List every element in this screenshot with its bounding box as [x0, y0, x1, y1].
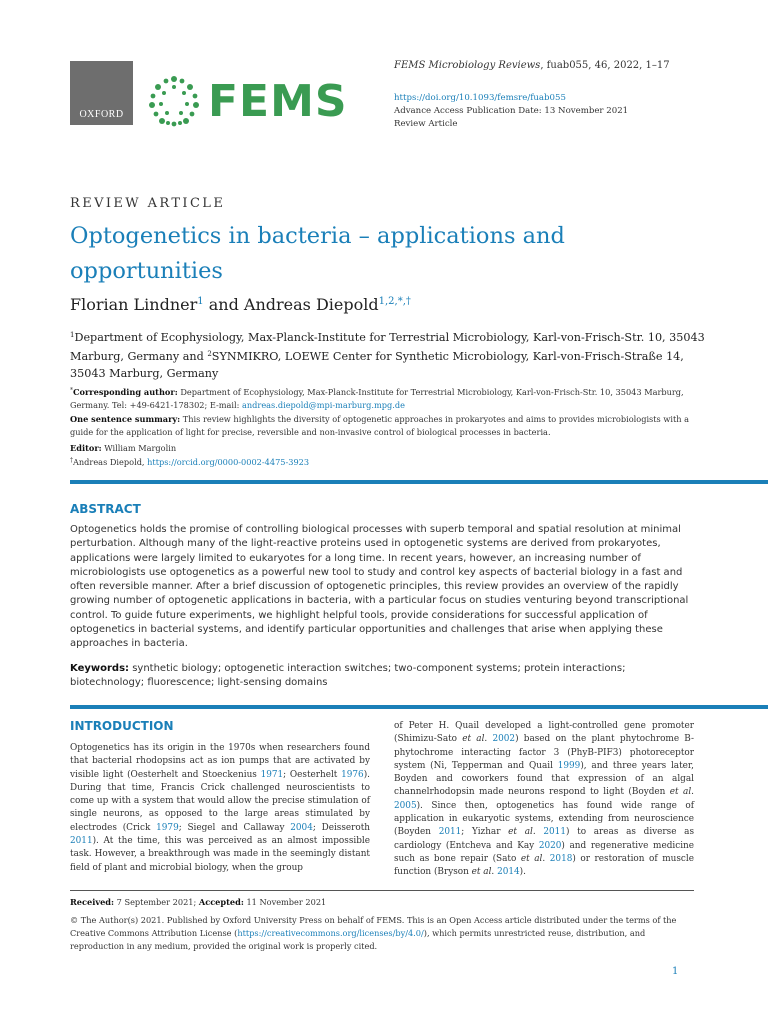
oxford-logo-text: OXFORD: [79, 109, 124, 120]
corresponding-email-link[interactable]: andreas.diepold@mpi-marburg.mpg.de: [242, 399, 405, 410]
page-number: 1: [672, 966, 679, 977]
doi-link[interactable]: https://doi.org/10.1093/femsre/fuab055: [394, 93, 566, 103]
advance-access-date: Advance Access Publication Date: 13 November 2021: [394, 106, 629, 116]
citation-link[interactable]: 1979: [156, 822, 179, 833]
orcid-note: [70, 455, 690, 469]
affiliations: [70, 327, 710, 382]
orcid-name: Andreas Diepold,: [73, 457, 148, 467]
abstract-top-rule: [70, 480, 768, 484]
summary-label: One sentence summary:: [70, 414, 181, 424]
keywords-label: Keywords:: [70, 663, 130, 674]
introduction-heading: INTRODUCTION: [70, 719, 174, 733]
citation-link[interactable]: 2018: [549, 853, 573, 864]
summary-text: This review highlights the diversity of optogenetic approaches in prokaryotes and aims to provides microbiologists with a guide for the application of light for precise, reversible and non-invasive control of biological processes in bacteria.: [70, 414, 690, 437]
abstract-bottom-rule: [70, 705, 768, 709]
et-al: et al.: [520, 853, 546, 864]
body-text: ; Deisseroth: [312, 822, 371, 833]
citation-link[interactable]: 2004: [290, 822, 313, 833]
author-affiliation-mark[interactable]: 1: [197, 296, 204, 307]
citation-link[interactable]: 1971: [260, 769, 284, 780]
body-text: ). Since then, optogenetics has found wide range of application in eukaryotic systems, extending from neuroscience (Boyden: [394, 800, 694, 838]
et-al: et al.: [471, 867, 495, 878]
orcid-mark: †: [70, 457, 73, 464]
citation-link[interactable]: 2005: [394, 800, 417, 811]
corresponding-label: Corresponding author:: [73, 387, 178, 397]
fems-emblem-icon: [146, 73, 202, 129]
body-text: ). At the time, this was perceived as an almost impossible task. However, a breakthrough was made in the seemingly distant field of plant and microbial biology, when the group: [70, 836, 370, 873]
citation-link[interactable]: 1976: [341, 769, 364, 780]
fems-wordmark: FEMS: [208, 76, 348, 127]
journal-name: FEMS Microbiology Reviews: [394, 60, 541, 71]
article-type-label: REVIEW ARTICLE: [70, 196, 226, 211]
received-label: Received:: [70, 897, 115, 907]
body-text: ; Oesterhelt: [283, 769, 342, 780]
license-link[interactable]: https://creativecommons.org/licenses/by/4.0/: [237, 928, 424, 938]
footer-rule: [70, 890, 694, 891]
body-text: ; Yizhar: [461, 827, 509, 838]
author-affiliation-mark[interactable]: 1,2,*,†: [378, 296, 411, 307]
license-statement: [70, 914, 690, 953]
body-text: of Peter H. Quail developed a light-controlled gene promoter (Shimizu-Sato: [394, 721, 694, 745]
received-date: 7 September 2021;: [114, 897, 199, 907]
editor-name: William Margolin: [101, 443, 177, 453]
affiliation-mark: 1: [70, 331, 75, 339]
et-al: et al.: [462, 734, 488, 745]
body-text: ) or restoration of muscle function (Bryson: [394, 853, 694, 878]
citation-link[interactable]: 2014: [497, 867, 520, 878]
received-accepted-dates: [70, 897, 326, 907]
accepted-date: 11 November 2021: [243, 897, 327, 907]
article-title: Optogenetics in bacteria – applications and opportunities: [70, 223, 565, 284]
affiliation-text: Department of Ecophysiology, Max-Planck-Institute for Terrestrial Microbiology, Karl-von-Frisch-Str. 10, 35043 Marburg, Germany and: [70, 331, 705, 363]
citation-link[interactable]: 2011: [70, 836, 93, 847]
citation-link[interactable]: 2011: [438, 827, 462, 838]
oxford-logo: [70, 61, 133, 125]
citation-link[interactable]: 2020: [538, 840, 562, 851]
journal-details: , fuab055, 46, 2022, 1–17: [540, 60, 670, 71]
body-text: ), and three years later, Boyden and coworkers found that expression of an algal channelrhodopsin made neurons respond to light (Boyden: [394, 760, 694, 798]
editor-note: [70, 442, 690, 455]
citation-link[interactable]: 2002: [492, 734, 516, 745]
body-text: ) based on the plant phytochrome B-phytochrome interacting factor 3 (PhyB-PIF3) photoreceptor system (Ni, Tepperman and Quail: [394, 734, 694, 771]
accepted-label: Accepted:: [198, 897, 244, 907]
author-list: [70, 295, 411, 314]
license-text: ), which permits unrestricted reuse, distribution, and reproduction in any medium, provided the original work is properly cited.: [70, 928, 646, 951]
author-name: Andreas Diepold: [243, 295, 379, 314]
corresponding-author-note: [70, 385, 690, 411]
journal-meta: [394, 92, 628, 131]
body-text: ) and regenerative medicine such as bone repair (Sato: [394, 840, 694, 864]
license-text: © The Author(s) 2021. Published by Oxford University Press on behalf of FEMS. This is an Open Access article distributed under the terms of the Creative Commons Attribution License (: [70, 915, 677, 938]
introduction-right-column: [394, 720, 694, 880]
body-text: ).: [519, 867, 526, 878]
author-name: Florian Lindner: [70, 295, 198, 314]
author-separator: and: [203, 295, 244, 314]
corresponding-mark: *: [70, 387, 73, 394]
introduction-left-column: [70, 742, 370, 875]
keywords-list: synthetic biology; optogenetic interaction switches; two-component systems; protein interactions; biotechnology; fluorescence; light-sensing domains: [70, 663, 626, 689]
et-al: et al.: [669, 787, 694, 798]
body-text: ) to areas as diverse as cardiology (Entcheva and Kay: [394, 827, 695, 851]
abstract-text: Optogenetics holds the promise of controlling biological processes with superb temporal and spatial resolution at minimal perturbation. Although many of the light-reactive proteins used in optogenetic systems are derived from prokaryotes, applications were largely limited to eukaryotes for a long time. In recent years, however, an increasing number of microbiologists use optogenetics as a powerful new tool to study and control key aspects of bacterial biology in a fast and often reversible manner. After a brief discussion of optogenetic principles, this review provides an overview of the rapidly growing number of optogenetic applications in bacteria, with a particular focus on studies venturing beyond transcriptional control. To guide future experiments, we highlight helpful tools, provide considerations for successful application of optogenetics in bacterial systems, and identify particular opportunities and challenges that arise when applying these approaches in bacteria.: [70, 524, 689, 650]
citation-link[interactable]: 1999: [557, 760, 581, 771]
affiliation-text: SYNMIKRO, LOEWE Center for Synthetic Microbiology, Karl-von-Frisch-Straße 14, 35043 Marburg, Germany: [70, 350, 684, 380]
body-text: ). During that time, Francis Crick challenged neuroscientists to come up with a system that would allow the precise stimulation of single neurons, as opposed to the large areas stimulated by electrodes (Crick: [70, 769, 370, 833]
keywords: [70, 662, 690, 691]
editor-label: Editor:: [70, 443, 102, 453]
article-kind: Review Article: [394, 119, 458, 129]
orcid-link[interactable]: https://orcid.org/0000-0002-4475-3923: [147, 457, 310, 467]
corresponding-text: Department of Ecophysiology, Max-Planck-Institute for Terrestrial Microbiology, Karl-von-Frisch-Str. 10, 35043 Marburg, Germany. Tel: +49-6421-178302; E-mail:: [70, 387, 684, 410]
one-sentence-summary: [70, 413, 690, 438]
body-text: Optogenetics has its origin in the 1970s when researchers found that bacterial rhodopsins act as ion pumps that are activated by visible light (Oesterhelt and Stoeckenius: [70, 743, 370, 780]
affiliation-mark: 2: [207, 350, 212, 358]
citation-link[interactable]: 2011: [543, 827, 566, 838]
body-text: ; Siegel and Callaway: [178, 822, 291, 833]
abstract-heading: ABSTRACT: [70, 502, 141, 516]
journal-citation: [394, 60, 670, 71]
et-al: et al.: [508, 827, 536, 838]
